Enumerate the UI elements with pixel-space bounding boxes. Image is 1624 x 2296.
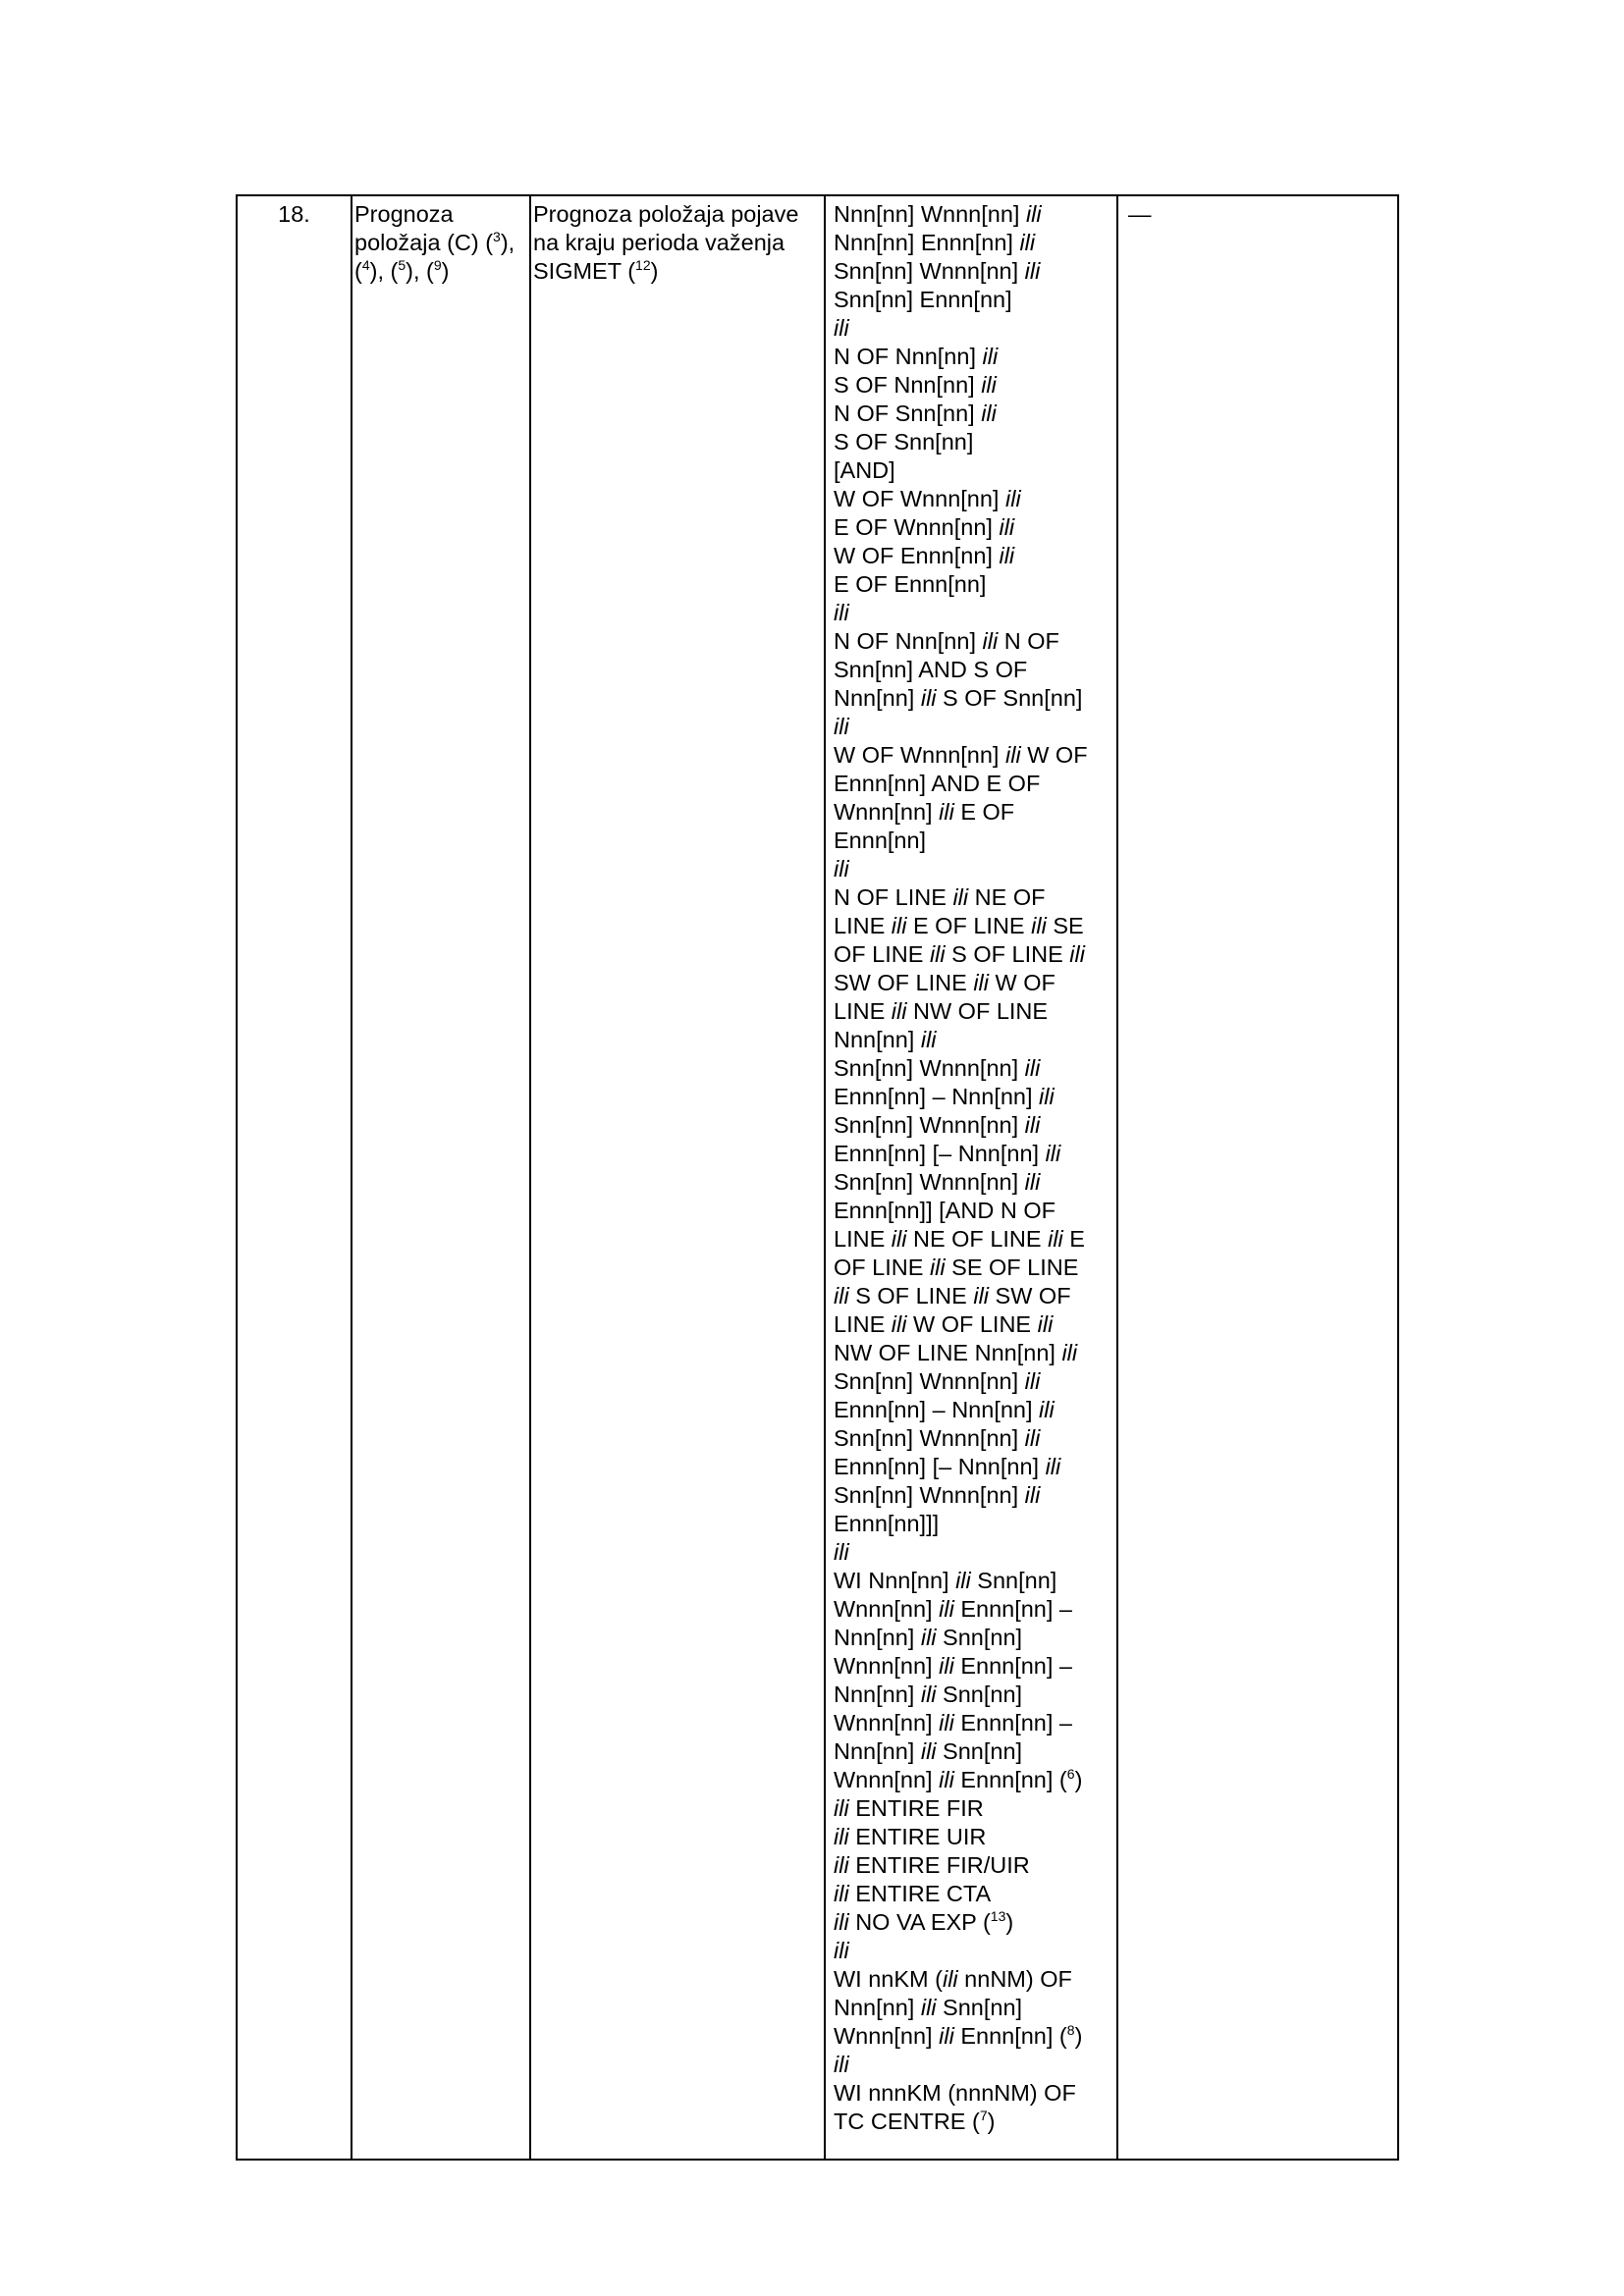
ili-word: ili xyxy=(1048,1226,1063,1252)
ili-word: ili xyxy=(834,1909,849,1935)
text-line: Wnnn[nn] ili Ennn[nn] ($^8$) xyxy=(834,2022,1083,2049)
text-line: S OF Snn[nn] xyxy=(834,429,974,454)
ili-word: ili xyxy=(1069,941,1085,967)
ili-word: ili xyxy=(920,1027,937,1052)
ili-word: ili xyxy=(982,344,999,369)
ili-word: ili xyxy=(939,2023,954,2049)
text-line: LINE ili NW OF LINE xyxy=(834,998,1049,1024)
text-line: ili ENTIRE UIR xyxy=(834,1824,987,1849)
text-line: Nnn[nn] ili Snn[nn] xyxy=(834,1682,1023,1707)
ili-word: ili xyxy=(834,1539,849,1565)
text-line: W OF Wnnn[nn] ili xyxy=(834,486,1021,511)
text-line: Nnn[nn] Wnnn[nn] ili xyxy=(834,201,1042,227)
ili-word: ili xyxy=(952,884,969,910)
text-line: Ennn[nn] [– Nnn[nn] ili xyxy=(834,1141,1061,1166)
ili-word: ili xyxy=(834,600,849,625)
ili-word: ili xyxy=(981,372,997,398)
text-line: [AND] xyxy=(834,457,895,483)
text-line: OF LINE ili S OF LINE ili xyxy=(834,941,1085,967)
footnote-ref: 6 xyxy=(1066,1766,1075,1783)
ili-word: ili xyxy=(834,1852,849,1878)
ili-word: ili xyxy=(920,1625,937,1650)
ili-word: ili xyxy=(939,1767,954,1792)
ili-word: ili xyxy=(1025,201,1042,227)
text-line: LINE ili NE OF LINE ili E xyxy=(834,1226,1085,1252)
ili-word: ili xyxy=(1024,1368,1041,1394)
ili-word: ili xyxy=(920,1995,937,2020)
text-line: ili NO VA EXP ($^{13}$) xyxy=(834,1908,1014,1935)
ili-word: ili xyxy=(891,1311,907,1337)
footnote-ref: 9 xyxy=(433,257,442,274)
text-line: Nnn[nn] ili S OF Snn[nn] xyxy=(834,685,1083,711)
ili-word: ili xyxy=(1024,1425,1041,1451)
footnote-ref: 7 xyxy=(979,2108,988,2124)
ili-word: ili xyxy=(1024,258,1041,284)
text-line: Ennn[nn] – Nnn[nn] ili xyxy=(834,1397,1055,1422)
ili-word: ili xyxy=(939,1596,954,1622)
footnote-ref: 13 xyxy=(990,1908,1006,1925)
footnote-ref: 12 xyxy=(635,257,651,274)
ili-word: ili xyxy=(920,1682,937,1707)
ili-word: ili xyxy=(891,1226,907,1252)
ili-word: ili xyxy=(955,1568,971,1593)
text-line: Snn[nn] Wnnn[nn] ili xyxy=(834,1112,1041,1138)
ili-word: ili xyxy=(1045,1454,1061,1479)
footnote-ref: 4 xyxy=(361,257,370,274)
ili-word: ili xyxy=(1045,1141,1061,1166)
ili-word: ili xyxy=(981,400,997,426)
example-cell xyxy=(1118,200,1403,229)
ili-word: ili xyxy=(891,998,907,1024)
ili-word: ili xyxy=(834,1938,849,1963)
text-line: Snn[nn] Ennn[nn] xyxy=(834,287,1012,312)
ili-word: ili xyxy=(929,1255,946,1280)
text-line: Wnnn[nn] ili E OF xyxy=(834,799,1015,825)
ili-word: ili xyxy=(834,1283,849,1308)
column-divider xyxy=(351,196,352,2159)
text-line: SIGMET ($^{12}$) xyxy=(533,257,659,284)
text-line: položaja (C) ($^3$), xyxy=(354,229,515,255)
ili-word: ili xyxy=(1005,486,1021,511)
ili-word: ili xyxy=(834,1824,849,1849)
description-cell xyxy=(531,200,823,286)
text-line: Snn[nn] Wnnn[nn] ili xyxy=(834,258,1041,284)
text-line: Snn[nn] Wnnn[nn] ili xyxy=(834,1368,1041,1394)
text-line: Ennn[nn] – Nnn[nn] ili xyxy=(834,1084,1055,1109)
text-line: Ennn[nn] xyxy=(834,828,927,853)
ili-word: ili xyxy=(929,941,946,967)
text-line: N OF Snn[nn] ili xyxy=(834,400,997,426)
ili-word: ili xyxy=(920,685,937,711)
text-line: E OF Wnnn[nn] ili xyxy=(834,514,1015,540)
text-line: Snn[nn] Wnnn[nn] ili xyxy=(834,1055,1041,1081)
ili-word: ili xyxy=(1024,1169,1041,1195)
text-line: Ennn[nn] AND E OF xyxy=(834,771,1041,796)
sigmet-table xyxy=(236,194,1399,2161)
text-line: LINE ili W OF LINE ili xyxy=(834,1311,1054,1337)
footnote-ref: 3 xyxy=(493,229,501,245)
text-line xyxy=(834,713,1118,741)
text-line: SW OF LINE ili W OF xyxy=(834,970,1056,995)
ili-word: ili xyxy=(1005,742,1021,768)
text-line: Snn[nn] Wnnn[nn] ili xyxy=(834,1169,1041,1195)
text-line: Wnnn[nn] ili Ennn[nn] – xyxy=(834,1710,1073,1735)
text-line: ili ENTIRE FIR xyxy=(834,1795,984,1821)
footnote-ref: 5 xyxy=(398,257,406,274)
row-number-cell xyxy=(238,200,351,229)
text-line xyxy=(834,1937,1118,1965)
ili-word: ili xyxy=(939,1653,954,1679)
text-line: Nnn[nn] ili xyxy=(834,1027,937,1052)
text-line: OF LINE ili SE OF LINE xyxy=(834,1255,1079,1280)
ili-word: ili xyxy=(973,1283,990,1308)
text-line: W OF Ennn[nn] ili xyxy=(834,543,1015,568)
text-line: N OF Nnn[nn] ili xyxy=(834,344,999,369)
ili-word: ili xyxy=(1039,1084,1055,1109)
text-line: ili ENTIRE CTA xyxy=(834,1881,992,1906)
ili-word: ili xyxy=(891,913,907,938)
text-line xyxy=(834,1538,1118,1567)
text-line: Wnnn[nn] ili Ennn[nn] ($^6$) xyxy=(834,1766,1083,1792)
text-line: ili ENTIRE FIR/UIR xyxy=(834,1852,1030,1878)
text-line: Wnnn[nn] ili Ennn[nn] – xyxy=(834,1596,1073,1622)
text-line: NW OF LINE Nnn[nn] ili xyxy=(834,1340,1078,1365)
text-line: WI nnKM (ili nnNM) OF xyxy=(834,1966,1072,1992)
text-line xyxy=(834,599,1118,627)
text-line: WI nnnKM (nnnNM) OF xyxy=(834,2080,1076,2106)
text-line: E OF Ennn[nn] xyxy=(834,571,987,597)
text-line: Nnn[nn] ili Snn[nn] xyxy=(834,1625,1023,1650)
ili-word: ili xyxy=(1024,1055,1041,1081)
ili-word: ili xyxy=(999,543,1015,568)
text-line: Nnn[nn] ili Snn[nn] xyxy=(834,1995,1023,2020)
ili-word: ili xyxy=(999,514,1015,540)
text-line: na kraju perioda važenja xyxy=(533,230,785,255)
ili-word: ili xyxy=(1019,230,1036,255)
text-line: S OF Nnn[nn] ili xyxy=(834,372,997,398)
ili-word: ili xyxy=(942,1966,958,1992)
text-line: Snn[nn] Wnnn[nn] ili xyxy=(834,1425,1041,1451)
text-line: ($^4$), ($^5$), ($^9$) xyxy=(354,257,450,284)
text-line: WI Nnn[nn] ili Snn[nn] xyxy=(834,1568,1057,1593)
row-number: 18. xyxy=(278,201,310,227)
text-line: Prognoza xyxy=(354,201,454,227)
ili-word: ili xyxy=(1024,1112,1041,1138)
ili-word: ili xyxy=(982,628,999,654)
text-line: W OF Wnnn[nn] ili W OF xyxy=(834,742,1088,768)
text-line: Prognoza položaja pojave xyxy=(533,201,799,227)
text-line xyxy=(834,855,1118,883)
column-divider xyxy=(529,196,531,2159)
text-line: Ennn[nn]] [AND N OF xyxy=(834,1198,1056,1223)
ili-word: ili xyxy=(834,315,849,341)
ili-word: ili xyxy=(834,1795,849,1821)
text-line: N OF LINE ili NE OF xyxy=(834,884,1046,910)
text-line: LINE ili E OF LINE ili SE xyxy=(834,913,1084,938)
template-cell xyxy=(826,200,1118,2136)
text-line: Ennn[nn] [– Nnn[nn] ili xyxy=(834,1454,1061,1479)
ili-word: ili xyxy=(1031,913,1047,938)
ili-word: ili xyxy=(939,799,954,825)
text-line: Nnn[nn] ili Snn[nn] xyxy=(834,1738,1023,1764)
text-line: ili S OF LINE ili SW OF xyxy=(834,1283,1071,1308)
example-dash: — xyxy=(1128,201,1152,227)
text-line: N OF Nnn[nn] ili N OF xyxy=(834,628,1059,654)
text-line: Nnn[nn] Ennn[nn] ili xyxy=(834,230,1036,255)
text-line: TC CENTRE ($^7$) xyxy=(834,2108,996,2134)
footnote-ref: 8 xyxy=(1066,2022,1075,2039)
ili-word: ili xyxy=(834,1881,849,1906)
ili-word: ili xyxy=(973,970,989,995)
ili-word: ili xyxy=(834,2052,849,2077)
ili-word: ili xyxy=(834,714,849,739)
field-name-cell xyxy=(352,200,529,286)
text-line xyxy=(834,2051,1118,2079)
text-line: Snn[nn] AND S OF xyxy=(834,657,1028,682)
text-line: Ennn[nn]]] xyxy=(834,1511,940,1536)
text-line xyxy=(834,314,1118,343)
ili-word: ili xyxy=(834,856,849,881)
text-line: Snn[nn] Wnnn[nn] ili xyxy=(834,1482,1041,1508)
text-line: Wnnn[nn] ili Ennn[nn] – xyxy=(834,1653,1073,1679)
ili-word: ili xyxy=(1037,1311,1054,1337)
ili-word: ili xyxy=(920,1738,937,1764)
ili-word: ili xyxy=(1024,1482,1041,1508)
ili-word: ili xyxy=(1039,1397,1055,1422)
ili-word: ili xyxy=(1061,1340,1078,1365)
ili-word: ili xyxy=(939,1710,954,1735)
